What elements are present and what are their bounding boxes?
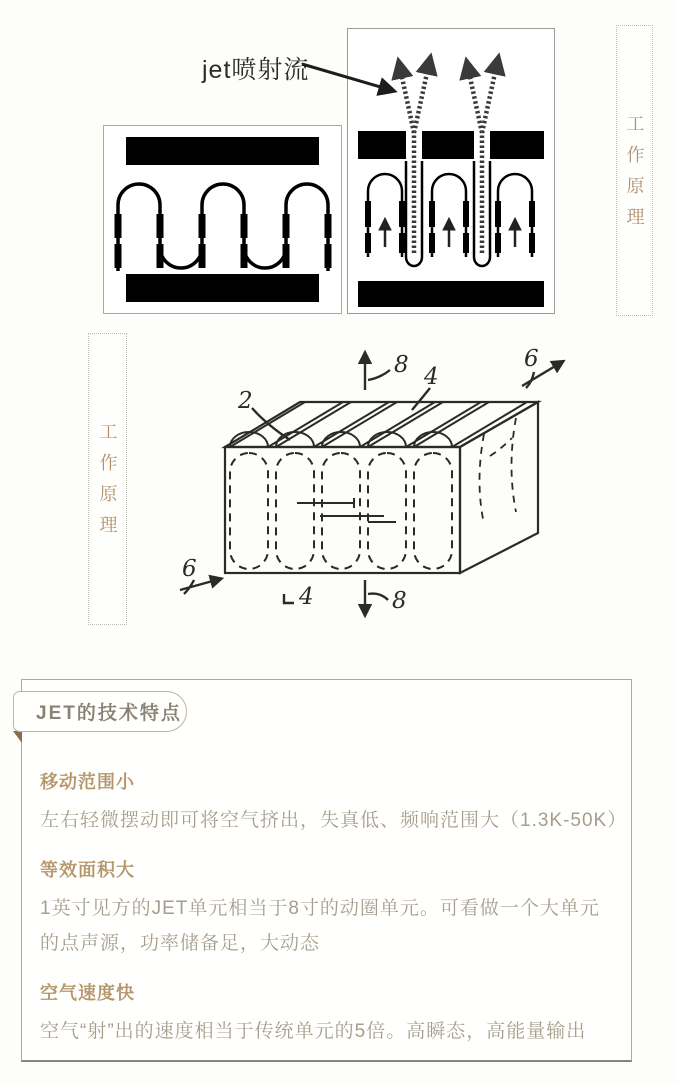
ref-label-4-bottom: 4 [299, 584, 314, 610]
top-plate-bar [358, 131, 544, 159]
ref-label-2: 2 [238, 388, 253, 414]
ref-label-6-bottom: 6 [182, 556, 197, 582]
top-plate-bar [126, 137, 319, 165]
feature-body: 1英寸见方的JET单元相当于8寸的动圈单元。可看做一个大单元的点声源，功率储备足，大动态 [40, 898, 600, 954]
front-pleats-hidden [230, 453, 452, 569]
working-principle-box-left [88, 333, 127, 625]
features-title: JET的技术特点 [36, 703, 182, 724]
feature-heading: 等效面积大 [40, 860, 135, 880]
pleated-diaphragm-diagram [103, 125, 342, 314]
features-title-badge [13, 691, 187, 732]
jet-flow-label: jet喷射流 [202, 56, 310, 84]
feature-heading: 移动范围小 [40, 772, 135, 792]
feature-heading: 空气速度快 [40, 983, 135, 1003]
center-marks [297, 498, 396, 522]
feature-item [40, 858, 618, 961]
features-content [40, 770, 628, 1069]
side-pleats-hidden [480, 418, 517, 524]
patent-3d-transducer-diagram [172, 336, 572, 626]
working-principle-text: 工作原理 [624, 113, 645, 238]
ref-label-6-top: 6 [524, 346, 539, 372]
serpentine-diaphragm [118, 184, 328, 271]
bottom-plate-bar [358, 281, 544, 307]
bottom-plate-bar [126, 274, 319, 302]
ref-label-8-bottom: 8 [392, 588, 407, 614]
ref-label-8-top: 8 [394, 352, 409, 378]
feature-item [40, 981, 618, 1049]
conductor-strips [115, 214, 332, 268]
feature-body: 左右轻微摆动即可将空气挤出，失真低、频响范围大（1.3K-50K） [40, 810, 628, 831]
leader-4-bottom [284, 594, 294, 603]
leader-2 [252, 408, 290, 440]
jet-flow-pointer-arrow-icon [298, 55, 408, 100]
working-principle-text: 工作原理 [97, 422, 118, 546]
feature-item [40, 770, 628, 838]
feature-body: 空气“射”出的速度相当于传统单元的5倍。高瞬态，高能量输出 [40, 1021, 587, 1042]
ref-label-4-top: 4 [424, 364, 439, 390]
jet-loops [406, 161, 490, 266]
working-principle-box-right [616, 25, 653, 316]
